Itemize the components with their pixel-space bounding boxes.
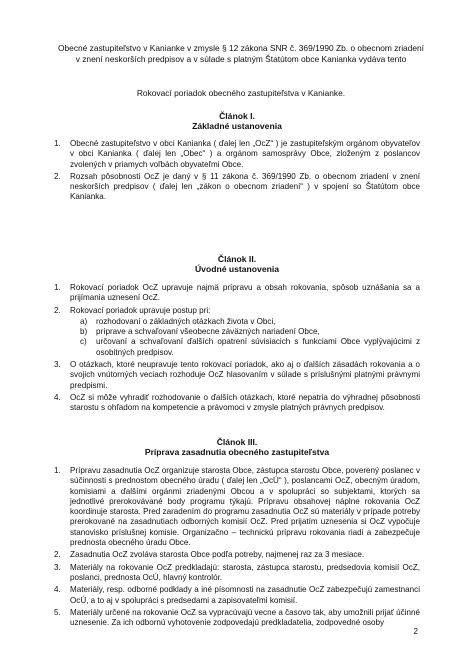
list-item [54, 563, 420, 584]
item-text: Zasadnutia OcZ zvoláva starosta Obce podľa potreby, najmenej raz za 3 mesiace. [70, 550, 365, 560]
list-item [54, 550, 420, 560]
article-2-subtitle: Úvodné ustanovenia [194, 264, 280, 274]
item-text: OcZ si môže vyhradiť rozhodovanie o ďalších otázkach, ktoré nepatria do výhradnej pôsobnosti starostu s ohľadom na kompetencie a právomoci v zmysle platných právnych predpisov. [70, 392, 420, 413]
item-number: 2. [54, 171, 61, 181]
item-number: 1. [54, 139, 61, 148]
article-1-subtitle: Základné ustanovenia [192, 121, 282, 131]
list-item [54, 360, 420, 391]
page-number: 2 [413, 627, 418, 636]
item-number: 4. [54, 585, 61, 595]
article-2-title: Článok II. [217, 254, 257, 264]
sub-item-text: rozhodovaní o základných otázkach života v Obci, [96, 316, 276, 326]
article-1-title: Článok I. [219, 111, 255, 121]
sub-item-text: určovaní a schvaľovaní ďalších opatrení súvisiacich s funkciami Obce vyplývajúcimi z osobitných predpisov. [96, 337, 420, 357]
article-3-subtitle: Príprava zasadnutia obecného zastupiteľstva [144, 447, 330, 457]
item-text: Rokovací poriadok OcZ upravuje najmä prípravu a obsah rokovania, spôsob uznášania sa a prijímania uznesení OcZ. [70, 283, 420, 303]
item-text: Rokovací poriadok upravuje postup pri: [70, 305, 211, 315]
list-item [54, 466, 420, 548]
article-3-list [54, 466, 420, 630]
item-number: 3. [54, 360, 61, 370]
sub-item-letter: b) [80, 327, 88, 337]
item-number: 1. [54, 466, 61, 475]
sub-list-item [70, 317, 420, 327]
sub-item-text: príprave a schvaľovaní všeobecne záväzných nariadení Obce, [96, 327, 320, 337]
list-item [54, 139, 420, 170]
sub-item-letter: a) [80, 316, 88, 326]
article-1-list [54, 139, 420, 205]
item-text: O otázkach, ktoré neupravuje tento rokovací poriadok, ako aj o ďalších zásadách rokovania a o svojich vnútorných veciach rozhoduje OcZ hlasovaním v súlade s príslušnými platnými právnymi predpismi. [70, 360, 420, 390]
intro-paragraph: Obecné zastupiteľstvo v Kanianke v zmysle § 12 zákona SNR č. 369/1990 Zb. o obecnom zriadení v znení neskorších predpisov a v súlade s platným Štatútom obce Kanianka vydáva tento [57, 43, 425, 64]
item-number: 1. [54, 283, 61, 292]
item-number: 3. [54, 562, 61, 572]
article-2-list [54, 283, 420, 416]
intro-title-line: Rokovací poriadok obecného zastupiteľstva v Kanianke. [136, 88, 346, 98]
list-item [54, 172, 420, 203]
list-item [54, 283, 420, 304]
item-text: Obecné zastupiteľstvo v obci Kanianka ( ďalej len „OcZ“ ) je zastupiteľským orgánom obyvateľov v obci Kanianka ( ďalej len „Obec“ ) a orgánom samosprávy Obce, zloženým z poslancov zvolených v priamych voľbách obyvateľmi Obce. [70, 139, 420, 169]
list-item [54, 608, 420, 629]
item-number: 2. [54, 305, 61, 315]
item-number: 4. [54, 392, 61, 402]
sub-item-letter: c) [80, 337, 87, 347]
list-item [54, 393, 420, 414]
sub-list-item [70, 337, 420, 358]
sub-list-item [70, 327, 420, 337]
list-item [54, 585, 420, 606]
list-item [54, 306, 420, 358]
item-text: Rozsah pôsobnosti OcZ je daný v § 11 zákona č. 369/1990 Zb. o obecnom zriadení v znení neskorších predpisov ( ďalej len „zákon o obecnom zriadení“ ) v spojení so Štatútom obce Kanianka. [70, 171, 420, 202]
sub-list [70, 317, 420, 358]
item-text: Materiály, resp. odborné podklady a iné písomnosti na zasadnutie OcZ zabezpečujú zamestnanci OcÚ, a to aj v spolupráci s predsedami a zapisovateľmi komisií. [70, 585, 420, 605]
item-number: 2. [54, 550, 61, 560]
item-text: Prípravu zasadnutia OcZ organizuje starosta Obce, zástupca starostu Obce, poverený poslanec v súčinnosti s prednostom obecného úradu ( ďalej len „OcÚ“ ), poslancami OcZ, obecným úradom, komisiami a ďalšími orgánmi zriadenými Obcou a v spolupráci so subjektami, ktorých sa jednotlivé prerokovávané body programu týkajú. Prípravu obsahovej náplne rokovania OcZ koordinuje starosta. Pred zaradením do programu zasadnutia OcZ sú materiály v prípade potreby prerokované na zasadnutiach odborných komisií OcZ. Pred prijatím uznesenia si OcZ vypočuje stanovisko príslušnej komisie. Organizačno – technickú prípravu rokovania riadi a zabezpečuje prednosta obecného úradu Obce. [70, 466, 421, 548]
item-text: Materiály určené na rokovanie OcZ sa vypracúvajú vecne a časovo tak, aby umožnili prijať účinné uznesenie. Za ich odbornú vyhotovenie zodpovedajú predkladatelia, zodpovedné osoby [70, 607, 420, 628]
item-number: 5. [54, 607, 61, 617]
article-3-title: Článok III. [216, 437, 258, 447]
item-text: Materiály na rokovanie OcZ predkladajú: starosta, zástupca starostu, predsedovia komisií OcZ, poslanci, prednosta OcÚ, hlavný kontrolór. [70, 562, 420, 582]
